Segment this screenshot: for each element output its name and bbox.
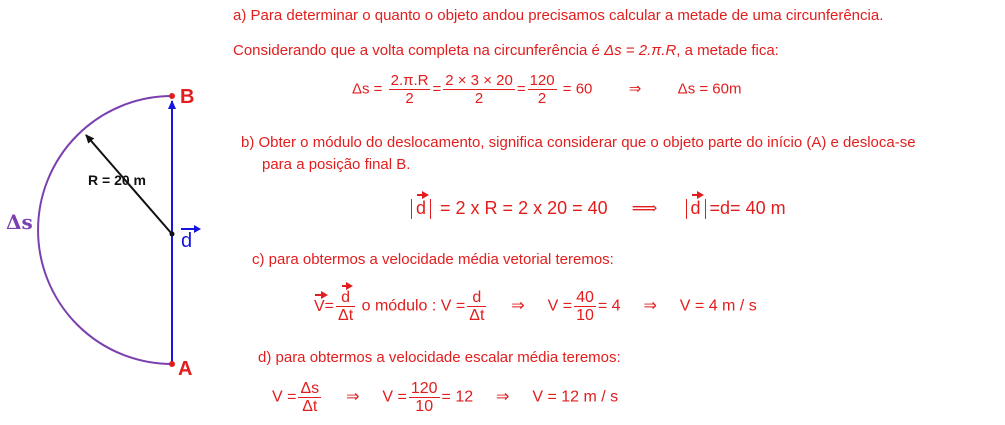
part-c-result: = 4: [597, 297, 621, 315]
point-a: [169, 361, 175, 367]
part-a-line2: [233, 42, 779, 59]
part-d-frac2: [409, 380, 440, 415]
part-b-line1: b) Obter o módulo do deslocamento, significa considerar que o objeto parte do início (A) e desloca-se: [241, 134, 916, 151]
abs-bar-right: [430, 199, 431, 219]
part-a-line2-start: Considerando que a volta completa na circunferência é: [233, 42, 605, 59]
eq-sign: =: [432, 80, 442, 98]
frac-den: 10: [415, 398, 434, 415]
implies-arrow: ⇒: [346, 388, 360, 406]
part-a-eq-lhs: Δs =: [352, 80, 383, 98]
part-c-v-eq: V =: [440, 297, 466, 315]
part-a-frac1: [389, 72, 431, 107]
implies-arrow: ⇒: [643, 297, 657, 315]
center-point: [170, 232, 175, 237]
part-c-modulo-text: o módulo :: [361, 297, 437, 315]
part-d-equation: [272, 380, 618, 415]
part-c-intro: c) para obtermos a velocidade média vetorial teremos:: [252, 251, 614, 268]
part-b-eq-end: =d= 40 m: [709, 198, 786, 218]
part-a-intro: a) Para determinar o quanto o objeto andou precisamos calcular a metade de uma circunferência.: [233, 7, 884, 24]
vector-v: V: [314, 297, 325, 315]
part-a-final: Δs = 60m: [677, 80, 742, 98]
vector-d: d: [690, 198, 701, 218]
part-b-line2: para a posição final B.: [262, 156, 411, 173]
part-a-line2-formula: Δs = 2.π.R: [604, 42, 677, 59]
eq-sign: =: [324, 297, 335, 315]
radius-label: R = 20 m: [88, 172, 146, 188]
part-d-result: = 12: [441, 388, 474, 406]
vector-d: d: [416, 198, 427, 218]
part-c-equation: [314, 289, 757, 324]
frac-num: Δs: [300, 380, 320, 397]
label-b: B: [180, 86, 195, 108]
semicircle-figure: [0, 0, 230, 425]
part-a-line2-end: , a metade fica:: [676, 42, 779, 59]
frac-den: 2: [405, 90, 414, 107]
vector-arrow-icon: [180, 224, 202, 234]
abs-bar-left: [411, 199, 412, 219]
part-d-v-eq2: V =: [382, 388, 407, 406]
label-a: A: [178, 358, 193, 380]
frac-num: 2.π.R: [390, 72, 429, 89]
part-b-equation: [407, 198, 786, 219]
implies-arrow: ⟹: [631, 198, 658, 219]
frac-den: Δt: [302, 398, 318, 415]
frac-num: 120: [410, 380, 438, 397]
frac-num: 2 × 3 × 20: [445, 72, 513, 89]
point-b: [169, 93, 175, 99]
implies-arrow: ⇒: [628, 80, 642, 98]
part-d-frac1: [298, 380, 321, 415]
frac-den: 10: [576, 307, 594, 324]
frac-den: 2: [537, 90, 547, 107]
frac-num: 40: [576, 289, 594, 306]
part-b-eq-mid: = 2 x R = 2 x 20 = 40: [440, 198, 608, 218]
part-a-equation: [352, 72, 741, 107]
frac-den: Δt: [338, 307, 354, 324]
part-a-result: = 60: [562, 80, 593, 98]
abs-bar-left: [686, 199, 687, 219]
frac-num: [336, 289, 355, 307]
part-a-frac2: [443, 72, 515, 107]
arc-path: [38, 96, 172, 364]
implies-arrow: ⇒: [511, 297, 525, 315]
abs-bar-right: [705, 199, 706, 219]
part-d-intro: d) para obtermos a velocidade escalar média teremos:: [258, 349, 621, 366]
part-c-frac3: [574, 289, 596, 324]
part-d-v-eq: V =: [272, 388, 297, 406]
vector-d: d: [341, 289, 351, 306]
arc-label: Δs: [6, 210, 33, 234]
eq-sign: =: [516, 80, 526, 98]
frac-den: Δt: [469, 307, 485, 324]
part-c-v-eq2: V =: [547, 297, 573, 315]
frac-num: d: [467, 289, 486, 307]
part-a-frac3: [528, 72, 557, 107]
implies-arrow: ⇒: [496, 388, 510, 406]
vector-d-label: [181, 230, 192, 253]
part-c-frac1: [336, 289, 355, 324]
vector-d-text: d: [181, 230, 193, 252]
frac-num: 120: [529, 72, 555, 89]
part-c-final: V = 4 m / s: [679, 297, 757, 315]
frac-den: 2: [474, 90, 484, 107]
part-d-final: V = 12 m / s: [532, 388, 619, 406]
part-c-frac2: [467, 289, 486, 324]
